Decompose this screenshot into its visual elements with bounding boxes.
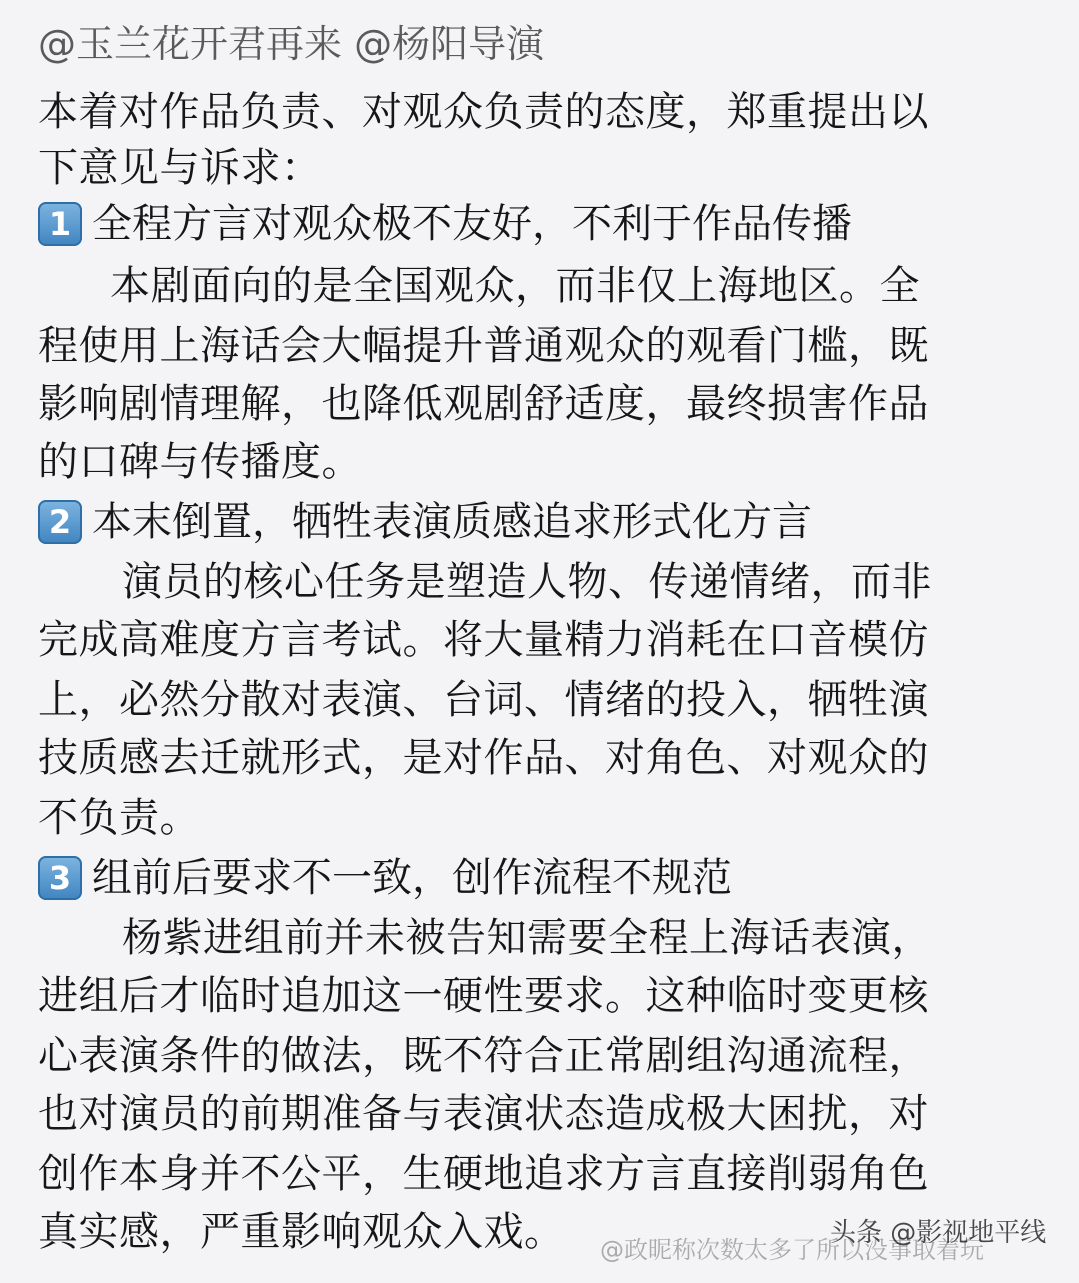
number-2-icon: 2 bbox=[38, 500, 82, 544]
section-1-body-line: 的口碑与传播度。 bbox=[38, 439, 362, 485]
section-2-title: 本末倒置，牺牲表演质感追求形式化方言 bbox=[92, 499, 812, 545]
section-3-body-line: 进组后才临时追加这一硬性要求。这种临时变更核 bbox=[38, 973, 929, 1019]
number-1-icon: 1 bbox=[38, 202, 82, 246]
section-3-body-line: 真实感，严重影响观众入戏。 bbox=[38, 1209, 565, 1255]
section-1-body-line: 本剧面向的是全国观众，而非仅上海地区。全 bbox=[110, 263, 920, 309]
section-2-body-line: 演员的核心任务是塑造人物、传递情绪，而非 bbox=[122, 559, 932, 605]
section-1-title: 全程方言对观众极不友好，不利于作品传播 bbox=[92, 201, 852, 247]
weibo-watermark: @政昵称次数太多了所以没事取着玩 bbox=[600, 1236, 984, 1264]
mentions-line[interactable]: @玉兰花开君再来 @杨阳导演 bbox=[38, 22, 545, 66]
toutiao-watermark: 头条 @影视地平线 bbox=[830, 1218, 1047, 1248]
section-2-body-line: 上，必然分散对表演、台词、情绪的投入，牺牲演 bbox=[38, 677, 929, 723]
section-3-body-line: 创作本身并不公平，生硬地追求方言直接削弱角色 bbox=[38, 1151, 929, 1197]
intro-line-2: 下意见与诉求： bbox=[38, 145, 322, 191]
section-3-body-line: 杨紫进组前并未被告知需要全程上海话表演， bbox=[122, 915, 932, 961]
section-3-body-line: 心表演条件的做法，既不符合正常剧组沟通流程， bbox=[38, 1033, 929, 1079]
section-3-title: 组前后要求不一致，创作流程不规范 bbox=[92, 855, 732, 901]
number-3-icon: 3 bbox=[38, 856, 82, 900]
section-3-body-line: 也对演员的前期准备与表演状态造成极大困扰，对 bbox=[38, 1091, 929, 1137]
section-3-heading bbox=[38, 850, 732, 906]
section-1-heading bbox=[38, 196, 852, 252]
section-1-body-line: 影响剧情理解，也降低观剧舒适度，最终损害作品 bbox=[38, 381, 929, 427]
section-2-body-line: 完成高难度方言考试。将大量精力消耗在口音模仿 bbox=[38, 617, 929, 663]
section-2-body-line: 技质感去迁就形式，是对作品、对角色、对观众的 bbox=[38, 735, 929, 781]
section-2-body-line: 不负责。 bbox=[38, 795, 200, 841]
intro-line-1: 本着对作品负责、对观众负责的态度，郑重提出以 bbox=[38, 89, 929, 135]
section-2-heading bbox=[38, 494, 812, 550]
section-1-body-line: 程使用上海话会大幅提升普通观众的观看门槛，既 bbox=[38, 323, 929, 369]
